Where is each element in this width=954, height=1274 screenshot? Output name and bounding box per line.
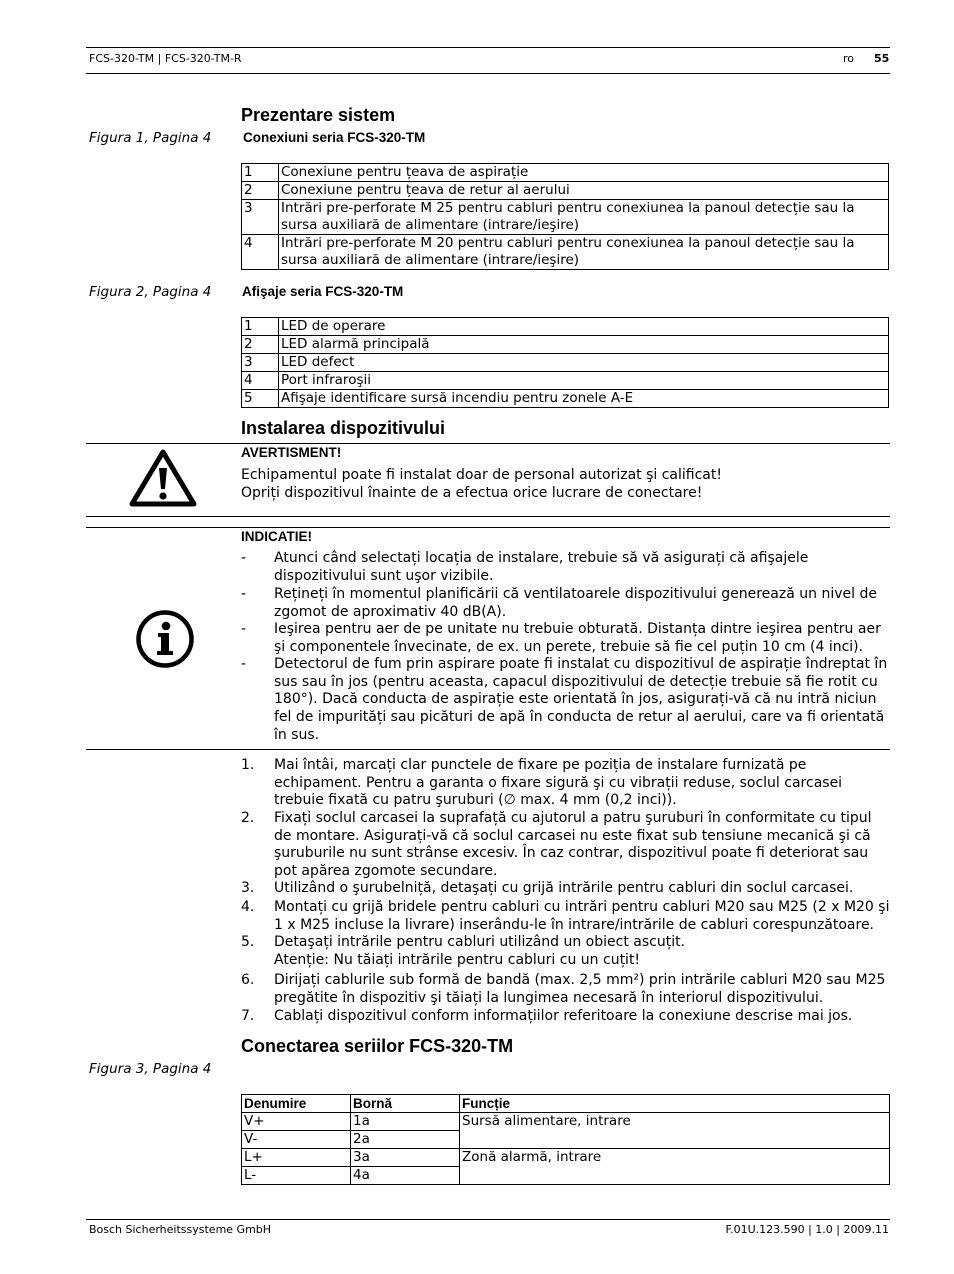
row-2-terminal: 2a	[351, 1131, 460, 1149]
footer-company: Bosch Sicherheitssysteme GmbH	[89, 1223, 272, 1236]
row-4-terminal: 4a	[351, 1167, 460, 1185]
connection-number: 4	[242, 235, 279, 270]
display-number: 5	[242, 390, 279, 408]
notice-item: - Ieşirea pentru aer de pe unitate nu trebuie obturată. Distanța dintre ieşirea pentru aer şi componentele învecinate, de ex. un perete, trebuie să fie cel puțin 10 cm (4 inci).	[241, 621, 891, 656]
warning-line-2: Opriți dispozitivul înainte de a efectua orice lucrare de conectare!	[241, 485, 703, 501]
step-text: Montați cu grijă bridele pentru cabluri cu intrări pentru cabluri M20 sau M25 (2 x M20 şi 1 x M25 incluse la livrare) inserându-le în intrare/intrările de cabluri corespunzătoare.	[274, 899, 890, 933]
row-2-name: V-	[242, 1131, 351, 1149]
warning-line-1: Echipamentul poate fi instalat doar de personal autorizat şi calificat!	[241, 467, 722, 483]
installation-step	[241, 880, 891, 898]
display-row	[242, 318, 889, 336]
display-text: Afişaje identificare sursă incendiu pentru zonele A-E	[279, 390, 889, 408]
display-row	[242, 336, 889, 354]
step-text: Utilizând o şurubelniță, detaşați cu grijă intrările pentru cabluri din soclul carcasei.	[274, 880, 854, 896]
function-power: Sursă alimentare, intrare	[460, 1113, 890, 1149]
installation-step	[241, 899, 891, 934]
notice-item-text: Detectorul de fum prin aspirare poate fi instalat cu dispozitivul de aspirație îndreptat în sus sau în jos (pentru aceasta, capacul dispozitivului de detecție trebuie să fie rotit cu 180°). Dacă conducta de aspirație este orientată în jos, asigurați-vă că nu intră niciun fel de impurități sau picături de apă în conducta de retur al aerului, care va fi orientată în sus.	[274, 656, 888, 743]
figure-2-caption: Afişaje seria FCS-320-TM	[242, 284, 404, 299]
notice-item: - Rețineți în momentul planificării că ventilatoarele dispozitivului generează un nivel de zgomot de aproximativ 40 dB(A).	[241, 586, 891, 621]
info-circle-icon	[135, 609, 195, 669]
connection-number: 1	[242, 164, 279, 182]
connection-number: 2	[242, 182, 279, 200]
footer-docref: F.01U.123.590 | 1.0 | 2009.11	[725, 1223, 889, 1236]
row-1-terminal: 1a	[351, 1113, 460, 1131]
row-4-name: L-	[242, 1167, 351, 1185]
display-text: Port infraroşii	[279, 372, 889, 390]
display-number: 1	[242, 318, 279, 336]
warning-rule-bottom	[86, 516, 890, 517]
page-number: 55	[874, 52, 890, 65]
display-number: 4	[242, 372, 279, 390]
step-number: 1.	[241, 757, 255, 773]
step-number: 7.	[241, 1008, 255, 1024]
display-text: LED alarmă principală	[279, 336, 889, 354]
connection-text: Intrări pre-perforate M 25 pentru cabluri pentru conexiunea la panoul detecție sau la sursa auxiliară de alimentare (intrare/ieşire)	[279, 200, 889, 235]
row-1-name: V+	[242, 1113, 351, 1131]
connection-row	[242, 164, 889, 182]
connection-row	[242, 235, 889, 270]
displays-table	[241, 317, 889, 408]
figure-1-ref: Figura 1, Pagina 4	[89, 130, 212, 146]
header-rule-top	[86, 47, 890, 48]
figure-2-ref: Figura 2, Pagina 4	[89, 284, 212, 300]
figure-1-caption: Conexiuni seria FCS-320-TM	[243, 130, 426, 145]
connection-number: 3	[242, 200, 279, 235]
header-rule-bottom	[86, 73, 890, 74]
step-number: 6.	[241, 972, 255, 988]
warning-triangle-icon	[128, 448, 198, 508]
col-header-terminal: Bornă	[351, 1095, 460, 1113]
step-text: Dirijați cablurile sub formă de bandă (max. 2,5 mm²) prin intrările cabluri M20 sau M25 pregătite în dispozitiv şi tăiați la lungimea necesară în interiorul dispozitivului.	[274, 972, 886, 1006]
step-text: Fixați soclul carcasei la suprafață cu ajutorul a patru şuruburi în conformitate cu tipul de montare. Asigurați-vă că soclul carcasei nu este fixat sub tensiune mecanică şi că şuruburile nu sunt strânse excesiv. În caz contrar, dispozitivul poate fi deteriorat sau pot apărea zgomote secundare.	[274, 810, 872, 880]
figure-3-ref: Figura 3, Pagina 4	[89, 1061, 212, 1077]
notice-item-text: Atunci când selectați locația de instalare, trebuie să vă asigurați că afişajele dispozitivului sunt uşor vizibile.	[274, 550, 809, 584]
connection-row	[242, 200, 889, 235]
header-lang: ro	[843, 52, 855, 65]
step-number: 5.	[241, 934, 255, 950]
notice-label: INDICATIE!	[241, 529, 312, 544]
display-text: LED defect	[279, 354, 889, 372]
display-number: 3	[242, 354, 279, 372]
installation-step	[241, 934, 891, 969]
warning-rule-top	[86, 443, 890, 444]
col-header-function: Funcție	[460, 1095, 890, 1113]
step-text: Cablați dispozitivul conform informațiilor referitoare la conexiune descrise mai jos.	[274, 1008, 853, 1024]
notice-rule-top	[86, 527, 890, 528]
connection-text: Conexiune pentru țeava de aspirație	[279, 164, 889, 182]
display-row	[242, 390, 889, 408]
step-number: 2.	[241, 810, 255, 826]
header-model: FCS-320-TM | FCS-320-TM-R	[89, 52, 242, 65]
footer-rule	[86, 1219, 890, 1220]
notice-item: - Atunci când selectați locația de instalare, trebuie să vă asigurați că afişajele dispozitivului sunt uşor vizibile.	[241, 550, 891, 585]
row-3-name: L+	[242, 1149, 351, 1167]
step-number: 4.	[241, 899, 255, 915]
step-number: 3.	[241, 880, 255, 896]
display-row	[242, 372, 889, 390]
connection-text: Intrări pre-perforate M 20 pentru cabluri pentru conexiunea la panoul detecție sau la sursa auxiliară de alimentare (intrare/ieşire)	[279, 235, 889, 270]
step-text: Mai întâi, marcați clar punctele de fixare pe poziția de instalare furnizată pe echipament. Pentru a garanta o fixare sigură şi cu vibrații reduse, soclul carcasei trebuie fixată cu patru şuruburi (∅ max. 4 mm (0,2 inci)).	[274, 757, 843, 809]
section-title-wiring: Conectarea seriilor FCS-320-TM	[241, 1036, 514, 1056]
notice-item-text: Ieşirea pentru aer de pe unitate nu trebuie obturată. Distanța dintre ieşirea pentru aer şi componentele învecinate, de ex. un perete, trebuie să fie cel puțin 10 cm (4 inci).	[274, 621, 881, 655]
section-title-installation: Instalarea dispozitivului	[241, 418, 446, 438]
connections-table	[241, 163, 889, 270]
notice-rule-bottom	[86, 749, 890, 750]
connection-row	[242, 182, 889, 200]
installation-step	[241, 810, 891, 881]
installation-step	[241, 1008, 891, 1026]
warning-label: AVERTISMENT!	[241, 445, 342, 460]
display-number: 2	[242, 336, 279, 354]
function-alarm-zone: Zonă alarmă, intrare	[460, 1149, 890, 1185]
installation-step	[241, 757, 891, 810]
connection-text: Conexiune pentru țeava de retur al aerului	[279, 182, 889, 200]
step-caution-text: Atenție: Nu tăiați intrările pentru cabluri cu un cuțit!	[274, 951, 641, 968]
step-text: Detaşați intrările pentru cabluri utilizând un obiect ascuțit.	[274, 934, 686, 950]
installation-step	[241, 972, 891, 1007]
display-text: LED de operare	[279, 318, 889, 336]
display-row	[242, 354, 889, 372]
notice-item: - Detectorul de fum prin aspirare poate fi instalat cu dispozitivul de aspirație îndreptat în sus sau în jos (pentru aceasta, capacul dispozitivului de detecție trebuie să fie rotit cu 180°). Dacă conducta de aspirație este orientată în jos, asigurați-vă că nu intră niciun fel de impurități sau picături de apă în conducta de retur al aerului, care va fi orientată în sus.	[241, 656, 891, 745]
row-3-terminal: 3a	[351, 1149, 460, 1167]
section-title-overview: Prezentare sistem	[241, 105, 396, 125]
col-header-name: Denumire	[242, 1095, 351, 1113]
notice-item-text: Rețineți în momentul planificării că ventilatoarele dispozitivului generează un nivel de zgomot de aproximativ 40 dB(A).	[274, 586, 877, 620]
wiring-table	[241, 1094, 890, 1185]
